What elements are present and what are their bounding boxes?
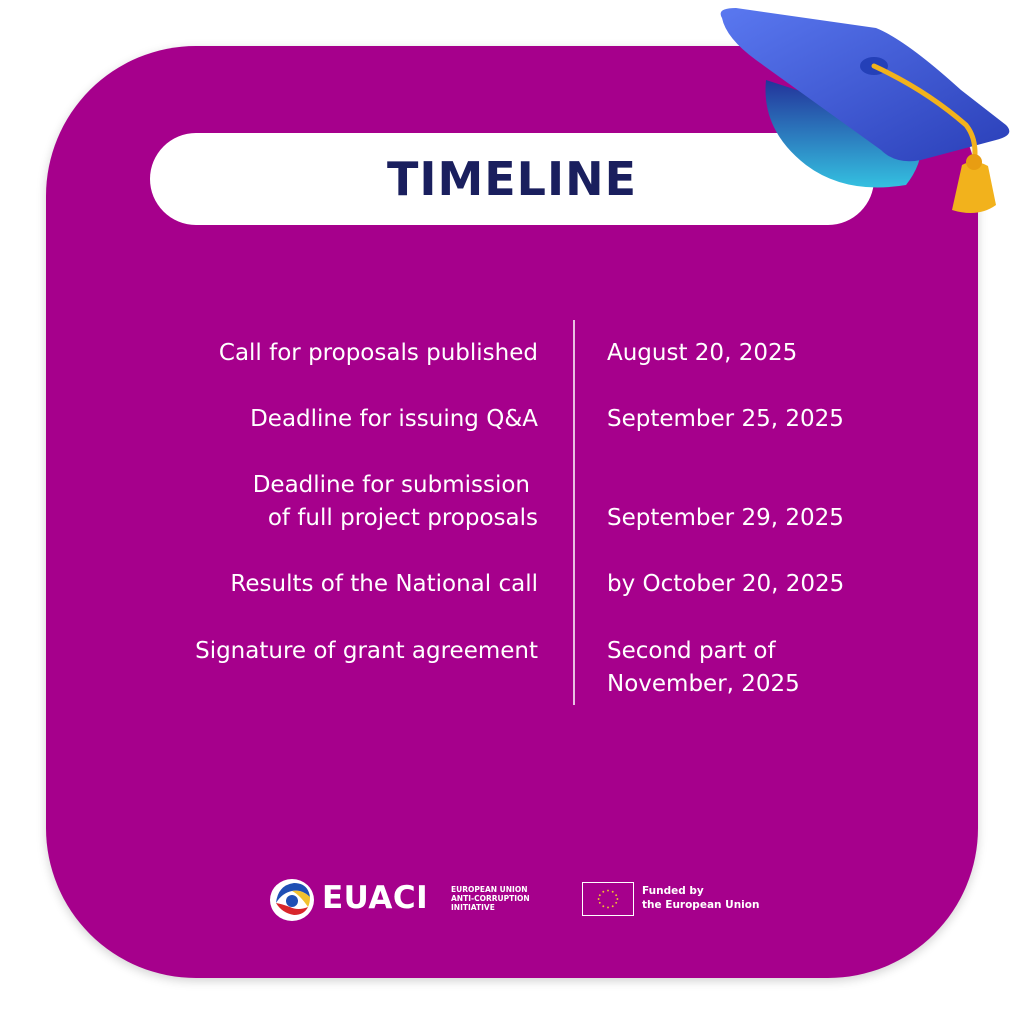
page-title: TIMELINE [386, 152, 638, 206]
timeline-divider [573, 320, 575, 705]
event-label: of full project proposals [267, 505, 538, 531]
event-label: Signature of grant agreement [195, 638, 538, 664]
event-date: Second part of [607, 638, 776, 664]
event-date: September 25, 2025 [607, 406, 844, 432]
event-label: Deadline for issuing Q&A [250, 406, 538, 432]
euaci-brand: EUACI [322, 880, 429, 916]
event-date: November, 2025 [607, 671, 800, 697]
event-label: Deadline for submission [252, 472, 530, 498]
euaci-subtitle: EUROPEAN UNION ANTI-CORRUPTION INITIATIVE [451, 885, 530, 912]
event-label: Results of the National call [230, 571, 538, 597]
eu-flag-icon [582, 882, 634, 916]
event-date: September 29, 2025 [607, 505, 844, 531]
event-label: Call for proposals published [218, 340, 538, 366]
event-date: by October 20, 2025 [607, 571, 845, 597]
event-date: August 20, 2025 [607, 340, 798, 366]
euaci-logo-icon [268, 877, 316, 923]
funded-by-label: Funded by the European Union [642, 885, 760, 911]
graduation-cap-icon [716, 0, 1016, 235]
